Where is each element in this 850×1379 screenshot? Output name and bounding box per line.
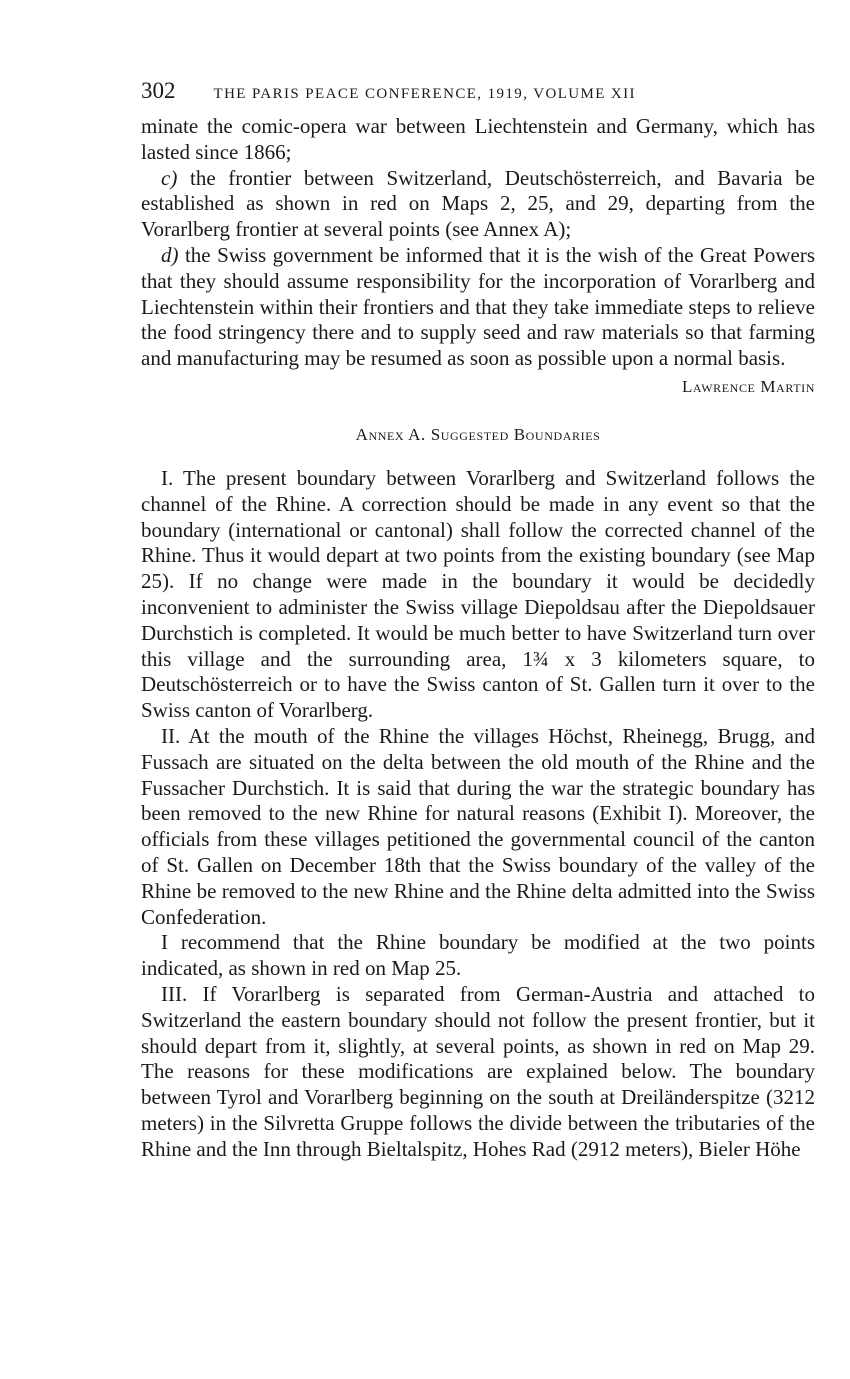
item-d-label: d) xyxy=(161,242,179,267)
running-title: THE PARIS PEACE CONFERENCE, 1919, VOLUME XII xyxy=(213,86,636,102)
annex-paragraph-2: II. At the mouth of the Rhine the villages Höchst, Rheinegg, Brugg, and Fussach are situated on the delta between the old mouth of the Rhine and the Fussacher Durchstich. It is said that during the war the strategic boundary has been removed to the new Rhine for natural reasons (Exhibit I). Moreover, the officials from these villages petitioned the governmental council of the canton of St. Gallen on December 18th that the Swiss boundary of the valley of the Rhine be removed to the new Rhine and the Rhine delta admitted into the Swiss Confederation. xyxy=(141,723,815,929)
page-number: 302 xyxy=(141,78,176,103)
item-c-text: the frontier between Switzerland, Deutschösterreich, and Bavaria be established as shown in red on Maps 2, 25, and 29, departing from the Vorarlberg frontier at several points (see Annex A); xyxy=(141,165,815,242)
item-d-paragraph xyxy=(141,243,815,372)
annex-paragraph-4: III. If Vorarlberg is separated from German-Austria and attached to Switzerland the eastern boundary should not follow the present frontier, but it should depart from it, slightly, at several points, as shown in red on Map 29. The reasons for these modifications are explained below. The boundary between Tyrol and Vorarlberg beginning on the south at Dreiländerspitze (3212 meters) in the Silvretta Gruppe follows the divide between the tributaries of the Rhine and the Inn through Bieltalspitz, Hohes Rad (2912 meters), Bieler Höhe xyxy=(141,981,815,1161)
item-d-text: the Swiss government be informed that it is the wish of the Great Powers that they should assume responsibility for the incorporation of Vorarlberg and Liechtenstein within their frontiers and that they take immediate steps to relieve the food stringency there and to supply seed and raw materials so that farming and manufacturing may be resumed as soon as possible upon a normal basis. xyxy=(141,242,815,371)
item-c-label: c) xyxy=(161,165,178,190)
page-header xyxy=(141,78,815,114)
signature: Lawrence Martin xyxy=(681,376,815,396)
annex-title: Annex A. Suggested Boundaries xyxy=(355,424,601,444)
continuation-paragraph: minate the comic-opera war between Liechtenstein and Germany, which has lasted since 1866; xyxy=(141,114,815,164)
page xyxy=(141,78,815,1162)
item-c-paragraph xyxy=(141,166,815,243)
annex-paragraph-1: I. The present boundary between Vorarlberg and Switzerland follows the channel of the Rhine. A correction should be made in any event so that the boundary (international or cantonal) shall follow the corrected channel of the Rhine. Thus it would depart at two points from the existing boundary (see Map 25). If no change were made in the boundary it would be decidedly inconvenient to administer the Swiss village Diepoldsau after the Diepoldsauer Durchstich is completed. It would be much better to have Switzerland turn over this village and the surrounding area, 1¾ x 3 kilometers square, to Deutschösterreich or to have the Swiss canton of St. Gallen turn it over to the Swiss canton of Vorarlberg. xyxy=(141,465,815,723)
annex-paragraph-3: I recommend that the Rhine boundary be modified at the two points indicated, as shown in red on Map 25. xyxy=(141,930,815,981)
